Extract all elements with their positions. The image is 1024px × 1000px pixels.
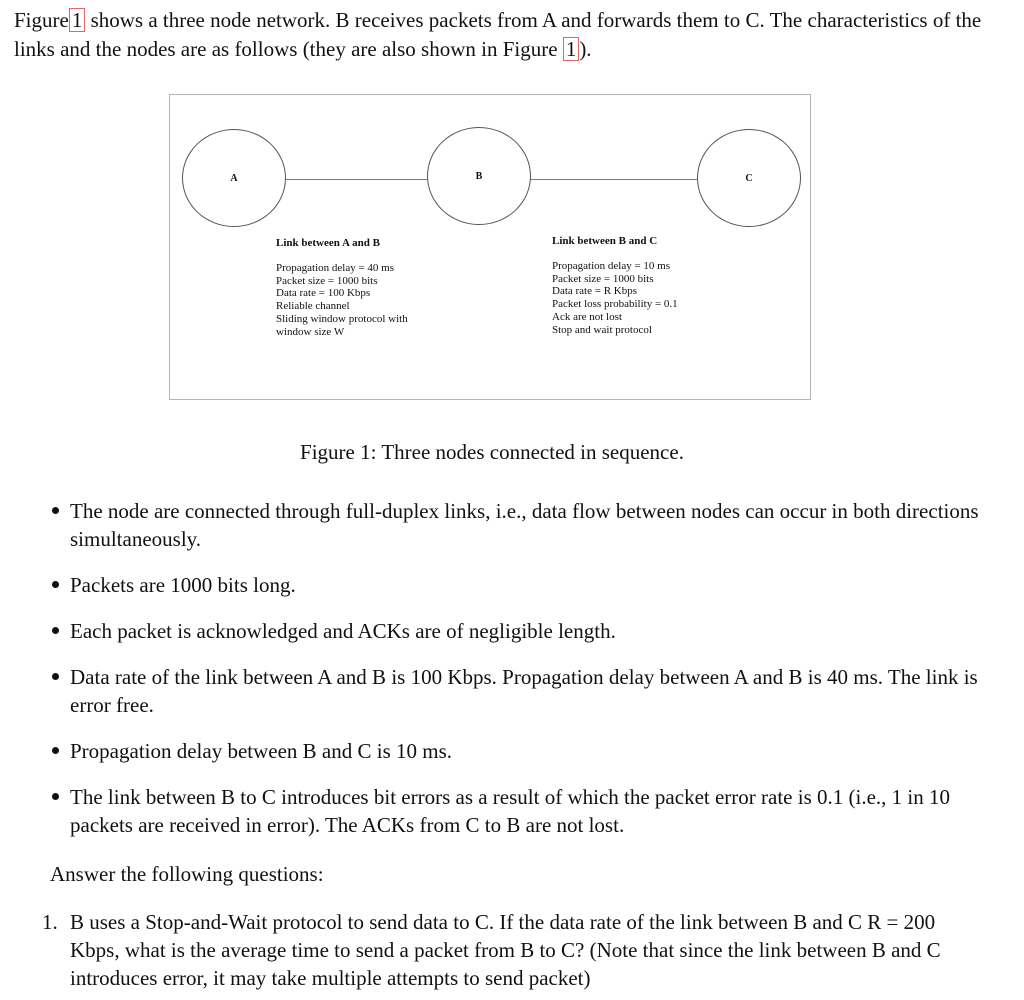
bullet-item: Each packet is acknowledged and ACKs are of negligible length. — [52, 617, 982, 645]
link-b-c-title: Link between B and C — [552, 235, 658, 247]
bullet-list — [52, 497, 982, 857]
node-a-label: A — [230, 172, 238, 184]
link-a-b-line-5: Sliding window protocol with — [276, 312, 408, 325]
link-b-c-line-2: Packet size = 1000 bits — [552, 272, 654, 285]
link-b-c-line-5: Ack are not lost — [552, 310, 622, 323]
intro-text-2: shows a three node network. B receives packets from A and forwards them to C. The characteristics of the links and the nodes are as follows (they are also shown in Figure — [14, 8, 982, 61]
question-number: 1. — [42, 910, 58, 934]
link-a-b-info — [276, 237, 408, 339]
link-b-c-line-3: Data rate = R Kbps — [552, 285, 638, 298]
intro-text-1: Figure — [14, 8, 69, 32]
link-b-c-line-1: Propagation delay = 10 ms — [552, 259, 671, 272]
figure-reference-link[interactable]: 1 — [69, 8, 86, 32]
link-b-c-info — [552, 235, 678, 337]
intro-paragraph — [14, 6, 1004, 64]
link-b-c-line-6: Stop and wait protocol — [552, 323, 652, 336]
link-b-c-line — [530, 179, 698, 180]
link-a-b-line — [286, 179, 428, 180]
bullet-item: Packets are 1000 bits long. — [52, 571, 982, 599]
node-c-label: C — [745, 172, 753, 184]
answer-prompt: Answer the following questions: — [50, 862, 324, 886]
link-a-b-line-1: Propagation delay = 40 ms — [276, 261, 395, 274]
link-b-c-line-4: Packet loss probability = 0.1 — [552, 298, 678, 311]
bullet-item: The node are connected through full-duplex links, i.e., data flow between nodes can occur in both directions simultaneously. — [52, 497, 982, 553]
question-1 — [42, 908, 982, 992]
node-c — [697, 129, 801, 227]
figure-caption: Figure 1: Three nodes connected in sequence. — [300, 440, 684, 464]
node-b-label: B — [475, 170, 483, 182]
figure-1 — [169, 94, 811, 400]
link-a-b-line-6: window size W — [276, 325, 345, 338]
link-a-b-line-2: Packet size = 1000 bits — [276, 274, 378, 287]
intro-text-3: ). — [579, 37, 592, 61]
link-a-b-line-4: Reliable channel — [276, 300, 350, 313]
node-a — [182, 129, 286, 227]
figure-reference-link-2[interactable]: 1 — [563, 37, 580, 61]
link-a-b-line-3: Data rate = 100 Kbps — [276, 287, 371, 300]
bullet-item: Propagation delay between B and C is 10 ms. — [52, 737, 982, 765]
bullet-item: The link between B to C introduces bit errors as a result of which the packet error rate is 0.1 (i.e., 1 in 10 packets are received in error). The ACKs from C to B are not lost. — [52, 783, 982, 839]
question-text: B uses a Stop-and-Wait protocol to send data to C. If the data rate of the link between B and C R = 200 Kbps, what is the average time to send a packet from B to C? (Note that since the link between B and C introduces error, it may take multiple attempts to send packet) — [70, 910, 941, 990]
node-b — [427, 127, 531, 225]
link-a-b-title: Link between A and B — [276, 237, 380, 249]
bullet-item: Data rate of the link between A and B is 100 Kbps. Propagation delay between A and B is 40 ms. The link is error free. — [52, 663, 982, 719]
